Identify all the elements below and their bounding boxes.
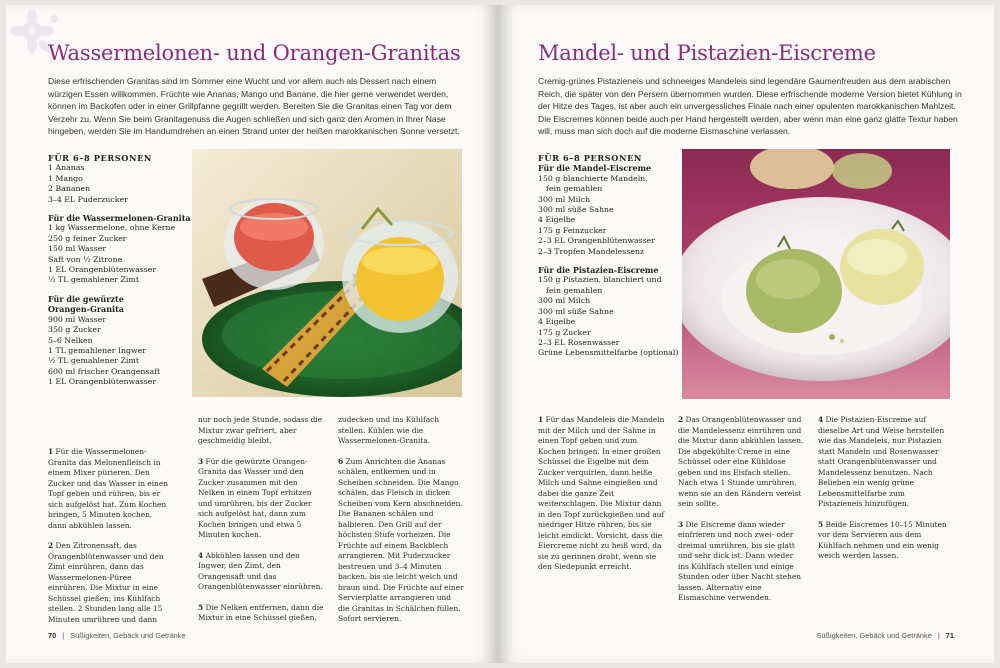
- ingredient-item: 2 Bananen: [48, 184, 91, 194]
- ingredient-item: 300 ml Milch: [538, 194, 591, 204]
- ingredient-item: 300 ml süße Sahne: [538, 306, 614, 316]
- ingredient-item: 1 TL gemahlener Ingwer: [48, 345, 147, 355]
- ingredient-item: 2–3 EL Orangenblütenwasser: [538, 236, 656, 246]
- ingredient-group-title: Für die Wassermelonen-Granita: [48, 213, 191, 224]
- ingredient-item: 4 Eigelbe: [538, 317, 576, 327]
- ingredient-item: 175 g Feinzucker: [538, 225, 607, 235]
- section-name: Süßigkeiten, Gebäck und Getränke: [816, 631, 932, 640]
- method-column-2: [678, 415, 806, 614]
- ingredient-item: ½ TL gemahlener Zimt: [48, 356, 139, 366]
- ingredient-item: 5–6 Nelken: [48, 335, 93, 345]
- section-name: Süßigkeiten, Gebäck und Getränke: [70, 631, 186, 640]
- ingredient-list: [538, 153, 678, 359]
- ingredient-group-title: Für die Mandel-Eiscreme: [538, 163, 652, 174]
- ingredient-item: 1 EL Orangenblütenwasser: [48, 377, 157, 387]
- ingredient-item: fein gemahlen: [546, 285, 603, 295]
- method-column-3: [818, 415, 948, 572]
- recipe-intro: Diese erfrischenden Granitas sind im Sommer eine Wucht und vor allem auch als Dessert nach einem würzigen Essen willkommen. Früchte wie Ananas, Mango und Banane, die hier gerne verwendet werden, können im Backofen oder in einer Grillpfanne gegrillt werden. Bereiten Sie die Granitas einen Tag vor dem Verzehr zu. Wenn Sie beim Granitagenuss die Augen schließen und sich ganz den Aromen in Ihrer Nase hingeben, werden Sie im Handumdrehen an einen Strand unter der heißen marokkanischen Sonne versetzt.: [48, 76, 460, 137]
- method-column-1: [538, 415, 666, 583]
- method-step: 6 Zum Anrichten die Ananas schälen, entkernen und in Scheiben schneiden. Die Mango schälen, das Fleisch in dicken Scheiben vom Kern abschneiden. Die Bananen schälen und halbieren. Den Grill auf der höchsten Stufe vorheizen. Die Früchte auf einem Backblech arrangieren. Mit Puderzucker bestreuen und 3–4 Minuten backen, bis sie leicht weich und braun sind. Die Früchte auf einer Servierplatte arrangieren und die Granitas in Schälchen füllen. Sofort servieren.: [338, 456, 464, 623]
- ingredient-item: 1 Ananas: [48, 163, 85, 173]
- ingredient-item: 2–3 EL Rosenwasser: [538, 337, 620, 347]
- page-number: 71: [945, 631, 954, 640]
- ingredient-item: ½ TL gemahlener Zimt: [48, 275, 139, 285]
- ingredient-list: [48, 153, 191, 388]
- method-step: 5 Beide Eiscremes 10–15 Minuten vor dem Servieren aus dem Kühlfach nehmen und ein wenig weich werden lassen.: [818, 519, 947, 560]
- recipe-intro: Cremig-grünes Pistazieneis und schneeiges Mandeleis sind legendäre Gaumenfreuden aus dem arabischen Reich, die später von den Persern übernommen wurden. Diese erfrischende moderne Version bietet Kühlung in der Hitze des Tages, ist aber auch ein unvergessliches Finale nach einer opulenten marokkanischen Mahlzeit. Die Eiscremes können beide auch per Hand hergestellt werden, aber wenn man eine ganz glatte Textur haben will, muss man sich doch auf die moderne Eismaschine verlassen.: [538, 76, 962, 137]
- method-step: zudecken und ins Kühlfach stellen. Kühlen wie die Wassermelonen-Granita.: [338, 415, 440, 445]
- ingredient-item: 4 Eigelbe: [538, 215, 576, 225]
- method-step: 4 Die Pistazien-Eiscreme auf dieselbe Art und Weise herstellen wie das Mandeleis, nur Pistazien statt Mandeln und Rosenwasser statt Orangenblütenwasser und Mandelessenz benutzen. Nach Belieben ein wenig grüne Lebensmittelfarbe zum Pistazieneis hinzufügen.: [818, 415, 945, 508]
- servings-heading: FÜR 6–8 PERSONEN: [48, 153, 152, 163]
- ingredient-item: 250 g feiner Zucker: [48, 233, 127, 243]
- right-page: [498, 5, 994, 663]
- ingredient-item: 900 ml Wasser: [48, 314, 107, 324]
- book-spread: [6, 5, 994, 663]
- ingredient-item: 1 Mango: [48, 173, 83, 183]
- ingredient-item: 300 ml Milch: [538, 296, 591, 306]
- method-column-1: [48, 447, 172, 635]
- method-step: nur noch jede Stunde, sodass die Mixtur zwar gefriert, aber geschmeidig bleibt.: [198, 415, 323, 445]
- ingredient-item: 2–3 Tropfen Mandelessenz: [538, 246, 645, 256]
- ingredient-item: 1 EL Orangenblütenwasser: [48, 265, 157, 275]
- page-number: 70: [48, 631, 57, 640]
- left-page: [6, 5, 498, 663]
- ingredient-item: fein gemahlen: [546, 184, 603, 194]
- ingredient-item: 600 ml frischer Orangensaft: [48, 366, 161, 376]
- ingredient-item: 350 g Zucker: [48, 325, 101, 335]
- ingredient-item: 150 g blanchierte Mandeln,: [538, 173, 648, 183]
- method-step: 2 Das Orangenblütenwasser und die Mandelessenz einrühren und die Mixtur dann abkühlen lassen. Die abgekühlte Creme in eine Schüssel oder eine Kühldose geben und ins Eisfach stellen. Nach etwa 1 Stunde umrühren, wenn sie an den Rändern vereist sein sollte.: [678, 415, 804, 508]
- ingredient-item: 3–4 EL Puderzucker: [48, 194, 128, 204]
- ice-cream-photo: [682, 149, 950, 399]
- recipe-title: Wassermelonen- und Orangen-Granitas: [48, 41, 461, 65]
- method-step: 1 Für das Mandeleis die Mandeln mit der Milch und der Sahne in einen Topf geben und zum Kochen bringen. In einer großen Schüssel die Eigelbe mit dem Zucker verquirlen, dann heiße Milch und Sahne eingießen und dabei die ganze Zeit weiterschlagen. Die Mixtur dann in den Topf zurückgießen und auf niedriger Hitze rühren, bis sie leicht eindickt. Vorsicht, dass die Eiercreme nicht zu heiß wird, da sie zu gerinnen droht, wenn sie den Siedepunkt erreicht.: [538, 415, 665, 571]
- ingredient-item: Grüne Lebensmittelfarbe (optional): [538, 348, 679, 358]
- method-step: 3 Für die gewürzte Orangen-Granita das Wasser und den Zucker zusammen mit den Nelken in einem Topf erhitzen und umrühren, bis der Zucker sich aufgelöst hat, dann zum Kochen bringen und etwa 5 Minuten kochen.: [198, 456, 312, 539]
- ingredient-item: Saft von ½ Zitrone: [48, 254, 123, 264]
- page-footer: 70 | Süßigkeiten, Gebäck und Getränke: [48, 631, 186, 640]
- method-step: 4 Abkühlen lassen und den Ingwer, den Zimt, den Orangensaft und das Orangenblütenwasser einrühren.: [198, 550, 323, 591]
- ingredient-group-title: Orangen-Granita: [48, 304, 124, 315]
- method-step: 2 Den Zitronensaft, das Orangenblütenwasser und den Zimt einrühren, dann das Wassermelonen-Püree einrühren. Die Mixtur in eine Schüssel gießen; ins Kühlfach stellen. 2 Stunden lang alle 15 Minuten umrühren und dann: [48, 541, 164, 624]
- method-step: 5 Die Nelken entfernen, dann die Mixtur in eine Schüssel gießen,: [198, 602, 324, 622]
- method-column-2: [198, 415, 324, 634]
- method-step: 1 Für die Wassermelonen-Granita das Melonenfleisch in einem Mixer pürieren. Den Zucker und das Wasser in einen Topf geben und rühren, bis er sich aufgelöst hat. Zum Kochen bringen, 5 Minuten kochen, dann abkühlen lassen.: [48, 447, 168, 530]
- method-column-3: [338, 415, 464, 635]
- ingredient-item: 1 kg Wassermelone, ohne Kerne: [48, 223, 176, 233]
- method-step: 3 Die Eiscreme dann wieder einfrieren und noch zwei- oder dreimal umrühren, bis sie glatt und sehr dick ist. Dann wieder ins Kühlfach stellen und einige Stunden oder über Nacht stehen lassen. Alternativ eine Eismaschine verwenden.: [678, 519, 802, 602]
- servings-heading: FÜR 6–8 PERSONEN: [538, 153, 642, 163]
- ingredient-group-title: Für die Pistazien-Eiscreme: [538, 265, 659, 276]
- granita-photo: [192, 149, 462, 397]
- page-footer: Süßigkeiten, Gebäck und Getränke | 71: [816, 631, 954, 640]
- ingredient-item: 300 ml süße Sahne: [538, 205, 614, 215]
- ingredient-item: 150 g Pistazien, blanchiert und: [538, 275, 662, 285]
- recipe-title: Mandel- und Pistazien-Eiscreme: [538, 41, 876, 65]
- ingredient-group-title: Für die gewürzte: [48, 293, 124, 304]
- ingredient-item: 175 g Zucker: [538, 327, 591, 337]
- ingredient-item: 150 ml Wasser: [48, 244, 107, 254]
